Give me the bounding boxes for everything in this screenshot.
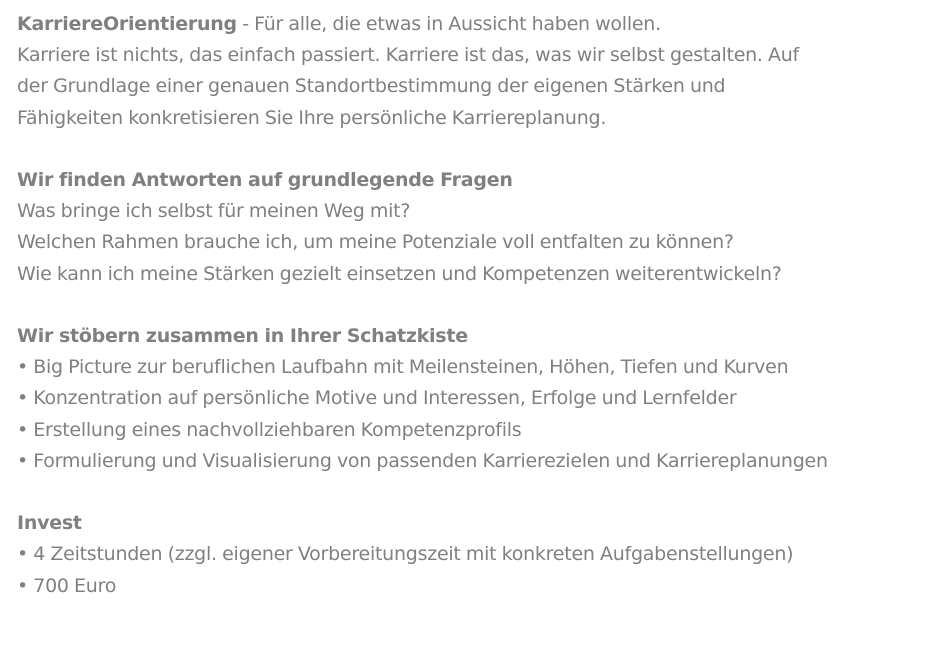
treasure-heading: Wir stöbern zusammen in Ihrer Schatzkiste — [17, 325, 468, 347]
invest-heading: Invest — [17, 512, 82, 535]
section-spacer — [17, 477, 940, 508]
intro-title-line — [17, 9, 940, 40]
intro-paragraph-line: Karriere ist nichts, das einfach passiert. Karriere ist das, was wir selbst gestalten. Auf — [17, 44, 799, 67]
invest-section — [17, 508, 940, 602]
section-spacer — [17, 134, 940, 165]
section-spacer — [17, 290, 940, 321]
invest-list-item: • 4 Zeitstunden (zzgl. eigener Vorbereitungszeit mit konkreten Aufgabenstellungen) — [17, 543, 794, 566]
question-item: Wie kann ich meine Stärken gezielt einsetzen und Kompetenzen weiterentwickeln? — [17, 262, 782, 285]
treasure-list-item: • Erstellung eines nachvollziehbaren Kompetenzprofils — [17, 418, 522, 441]
intro-paragraph-line: Fähigkeiten konkretisieren Sie Ihre persönliche Karriereplanung. — [17, 106, 607, 129]
invest-list-item: • 700 Euro — [17, 574, 117, 597]
questions-heading: Wir finden Antworten auf grundlegende Fragen — [17, 169, 513, 191]
treasure-list-item: • Big Picture zur beruflichen Laufbahn mit Meilensteinen, Höhen, Tiefen und Kurven — [17, 356, 789, 379]
treasure-list-item: • Konzentration auf persönliche Motive und Interessen, Erfolge und Lernfelder — [17, 387, 737, 410]
treasure-section — [17, 321, 940, 477]
brand-name: KarriereOrientierung — [17, 13, 237, 35]
question-item: Welchen Rahmen brauche ich, um meine Potenziale voll entfalten zu können? — [17, 231, 734, 254]
questions-section — [17, 165, 940, 290]
intro-section — [17, 9, 940, 134]
question-item: Was bringe ich selbst für meinen Weg mit? — [17, 200, 411, 223]
intro-tagline: - Für alle, die etwas in Aussicht haben wollen. — [236, 13, 661, 35]
treasure-list-item: • Formulierung und Visualisierung von passenden Karrierezielen und Karriereplanungen — [17, 449, 828, 472]
intro-paragraph-line: der Grundlage einer genauen Standortbestimmung der eigenen Stärken und — [17, 75, 726, 98]
